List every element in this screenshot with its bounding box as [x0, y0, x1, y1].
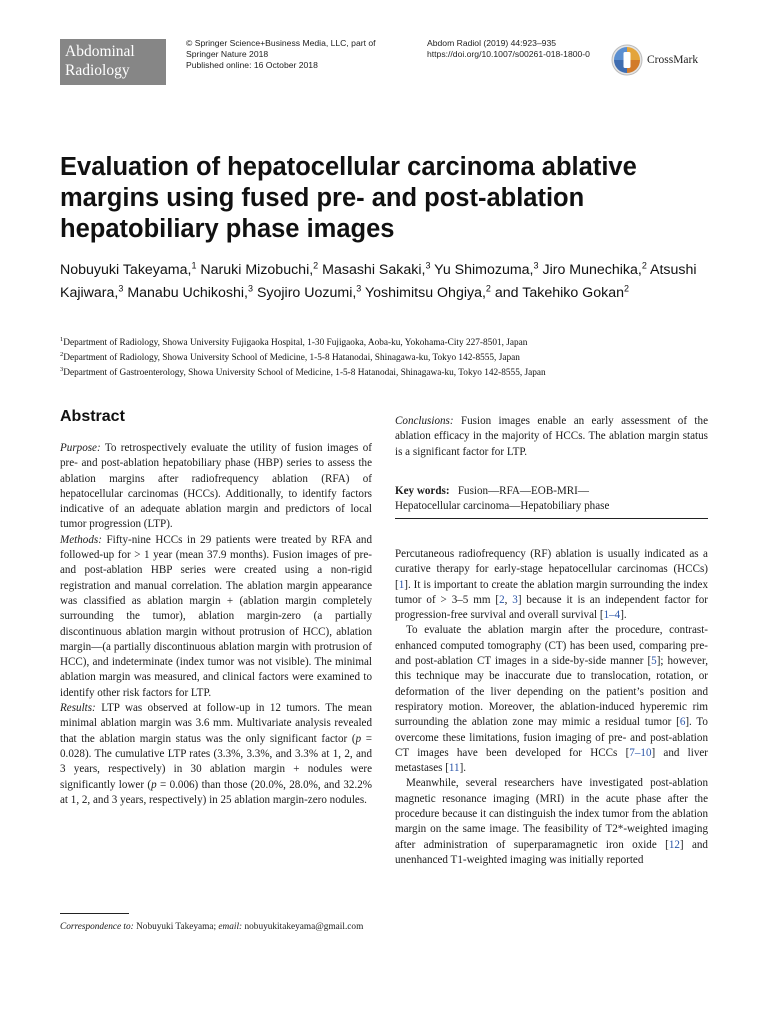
author-name-text: Naruki Mizobuchi,	[200, 262, 314, 278]
citation-link[interactable]: 11	[448, 762, 460, 775]
keywords-divider	[395, 518, 708, 519]
author-affiliation-number: 1	[191, 260, 197, 271]
citation-link[interactable]: 1–4	[603, 609, 621, 622]
author-affiliation-number: 2	[313, 260, 319, 271]
author-name-text: Syojiro Uozumi,	[256, 285, 357, 301]
author-name	[542, 262, 646, 278]
author-name	[495, 285, 629, 301]
publisher-line2: Springer Nature 2018	[186, 49, 269, 59]
author-name	[60, 262, 196, 278]
author-name-text: Atsushi Kajiwara,	[60, 262, 697, 301]
affiliation-text: Department of Gastroenterology, Showa University School of Medicine, 1-5-8 Hatanodai, Shinagawa-ku, Tokyo 142-8555, Japan	[63, 368, 546, 378]
doi-link[interactable]: https://doi.org/10.1007/s00261-018-1800-0	[427, 49, 590, 59]
author-name	[257, 285, 361, 301]
citation-link[interactable]: 5	[651, 655, 657, 668]
affiliation-number: 1	[60, 335, 64, 343]
author-affiliation-number: 3	[533, 260, 539, 271]
author-affiliation-number: 2	[623, 283, 629, 294]
citation-separator: ,	[504, 593, 513, 606]
keywords-line1: Fusion—RFA—EOB-MRI—	[457, 485, 589, 497]
author-name	[434, 262, 538, 278]
correspondence-email[interactable]: nobuyukitakeyama@gmail.com	[242, 922, 364, 932]
body-p3-text-a: Meanwhile, several researchers have investigated post-ablation magnetic resonance imaging (MRI) in the acute phase after the procedure because it can distinguish the index tumor from the ablation margin on the same image. The feasibility of T2*-weighted imaging after administration of superparamagnetic iron oxide [	[395, 777, 708, 851]
abstract-methods	[60, 533, 372, 701]
author-name-text: Masashi Sakaki,	[322, 262, 426, 278]
author-name	[365, 285, 491, 301]
footnote-divider	[60, 913, 129, 914]
affiliation-line	[60, 351, 720, 366]
email-label: email:	[218, 922, 243, 932]
results-text-1: LTP was observed at follow-up in 12 tumors. The mean minimal ablation margin was 3.6 mm. Multivariate analysis revealed that the ablation margin status was the only significant factor (	[60, 702, 372, 745]
citation-info	[427, 38, 590, 60]
author-affiliation-number: 2	[641, 260, 647, 271]
methods-text: Fifty-nine HCCs in 29 patients were treated by RFA and followed-up for > 1 year (mean 37.9 months). Fusion images of pre- and post-ablation HBP series were created using a non-rigid registration and manual correlation. The ablation margin appearance was classified as ablation margin + (ablation margin completely surrounding the tumor), ablation margin-zero (a partially discontinuous ablation margin without protrusion of HCC), ablation margin—(a partially discontinuous ablation margin with protrusion of HCC), and indeterminate (index tumor was not visible). The minimal ablation margin was measured, and clinical factors were examined to identify other risk factors for LTP.	[60, 533, 372, 699]
keywords-label: Key words:	[395, 485, 450, 497]
author-affiliation-number: 2	[485, 283, 491, 294]
body-p3-text-b: ] and unenhanced T1-weighted imaging was initially reported	[395, 838, 708, 866]
publisher-line1: © Springer Science+Business Media, LLC, part of	[186, 38, 376, 48]
results-p-symbol-1: p	[355, 732, 362, 745]
affiliation-text: Department of Radiology, Showa University School of Medicine, 1-5-8 Hatanodai, Shinagawa-ku, Tokyo 142-8555, Japan	[63, 353, 520, 363]
conclusions-text: Fusion images enable an early assessment of the ablation efficacy in the majority of HCCs. The ablation margin status is a significant factor for LTP.	[395, 415, 708, 458]
conclusions-label: Conclusions:	[395, 415, 454, 427]
body-paragraph-2	[395, 623, 708, 776]
author-affiliation-number: 3	[247, 283, 253, 294]
body-p2-text-a: To evaluate the ablation margin after the procedure, contrast-enhanced computed tomography (CT) has been used, comparing pre-and post-ablation CT images in a side-by-side manner [	[395, 624, 708, 668]
correspondence-name: Nobuyuki Takeyama;	[133, 922, 219, 932]
citation-link[interactable]: 2	[499, 593, 505, 606]
author-name	[200, 262, 318, 278]
citation-link[interactable]: 3	[512, 593, 518, 606]
citation-link[interactable]: 6	[679, 716, 686, 729]
author-list	[60, 259, 720, 305]
crossmark-badge[interactable]	[611, 40, 715, 80]
journal-logo	[60, 39, 166, 85]
results-p-symbol-2: p	[151, 778, 157, 791]
affiliation-number: 3	[60, 365, 64, 373]
correspondence-footnote	[60, 921, 372, 934]
body-paragraph-3	[395, 776, 708, 868]
body-p2-text-b: ]; however, this technique may be inaccurate due to translocation, rotation, or deformation of the liver depending on the patient’s position and respiratory motion. Moreover, the ablation-induced hyperemic rim surrounding the ablation zone may mimic a residual tumor [	[395, 655, 708, 729]
author-name-text: Yoshimitsu Ohgiya,	[365, 285, 486, 301]
body-p2-text-d: ] and liver metastases [	[395, 746, 708, 775]
body-paragraph-1	[395, 547, 708, 623]
abstract-left-column	[60, 441, 372, 808]
abstract-purpose	[60, 441, 372, 533]
correspondence-label: Correspondence to:	[60, 922, 134, 932]
purpose-text: To retrospectively evaluate the utility of fusion images of pre- and post-ablation hepatobiliary phase (HBP) series to assess the ablation margins after radiofrequency ablation (RFA) of hepatocellular carcinomas (HCCs). Additionally, to identify factors indicative of an adequate ablation margin and predictors of local tumor progression (LTP).	[60, 442, 372, 531]
body-text	[395, 547, 708, 868]
results-text-3: = 0.006) than those (20.0%, 28.0%, and 32.2% at 1, 2, and 3 years, respectively) in 25 ablation margin-zero nodules.	[60, 778, 372, 806]
author-name-text: Manabu Uchikoshi,	[127, 285, 248, 301]
publisher-info	[186, 38, 376, 71]
body-p1-text-a: Percutaneous radiofrequency (RF) ablation is usually indicated as a curative therapy for early-stage hepatocellular carcinomas (HCCs) [	[395, 548, 708, 591]
citation-link[interactable]: 1	[398, 578, 405, 591]
methods-label: Methods:	[60, 533, 102, 546]
author-name-text: Yu Shimozuma,	[434, 262, 534, 278]
journal-logo-line1: Abdominal	[65, 43, 135, 60]
author-name-text: and Takehiko Gokan	[494, 285, 624, 301]
results-text-2: = 0.028). The cumulative LTP rates (3.3%, 3.3%, and 3.3% at 1, 2, and 3 years, respectively) in 30 ablation margin + nodules were significantly lower (	[60, 732, 372, 791]
abstract-conclusions	[395, 414, 708, 460]
abstract-results	[60, 701, 372, 808]
keywords	[395, 484, 708, 515]
crossmark-label: CrossMark	[647, 54, 699, 66]
journal-logo-line2: Radiology	[65, 62, 130, 79]
citation: Abdom Radiol (2019) 44:923–935	[427, 38, 556, 48]
body-p1-text-b: ]. It is important to create the ablation margin surrounding the index tumor of > 3–5 mm [	[395, 578, 708, 606]
body-p2-text-e: ].	[459, 762, 467, 775]
affiliation-line	[60, 366, 720, 381]
keywords-line2: Hepatocellular carcinoma—Hepatobiliary phase	[395, 500, 610, 513]
body-p2-text-c: ]. To overcome these limitations, fusion imaging of pre- and post-ablation CT images have been developed for HCCs [	[395, 716, 708, 759]
purpose-label: Purpose:	[60, 442, 101, 454]
results-label: Results:	[60, 702, 96, 715]
affiliation-number: 2	[60, 350, 64, 358]
crossmark-icon	[611, 44, 643, 76]
citation-link[interactable]: 12	[668, 838, 680, 851]
citation-link[interactable]: 7–10	[629, 746, 652, 759]
author-affiliation-number: 3	[425, 260, 431, 271]
article-title: Evaluation of hepatocellular carcinoma ablative margins using fused pre- and post-ablation hepatobiliary phase images	[60, 153, 637, 243]
author-name-text: Jiro Munechika,	[542, 262, 642, 278]
affiliations	[60, 336, 720, 381]
author-name	[127, 285, 253, 301]
affiliation-line	[60, 336, 720, 351]
affiliation-text: Department of Radiology, Showa University Fujigaoka Hospital, 1-30 Fujigaoka, Aoba-ku, Yokohama-City 227-8501, Japan	[63, 338, 528, 348]
body-p1-text-c: ] because it is an independent factor for progression-free survival and overall survival [	[395, 593, 708, 622]
author-affiliation-number: 3	[356, 283, 362, 294]
author-name-text: Nobuyuki Takeyama,	[60, 262, 192, 278]
published-online: Published online: 16 October 2018	[186, 60, 318, 70]
body-p1-text-d: ].	[620, 609, 627, 622]
author-name	[322, 262, 430, 278]
abstract-heading: Abstract	[60, 408, 125, 425]
author-affiliation-number: 3	[118, 283, 124, 294]
